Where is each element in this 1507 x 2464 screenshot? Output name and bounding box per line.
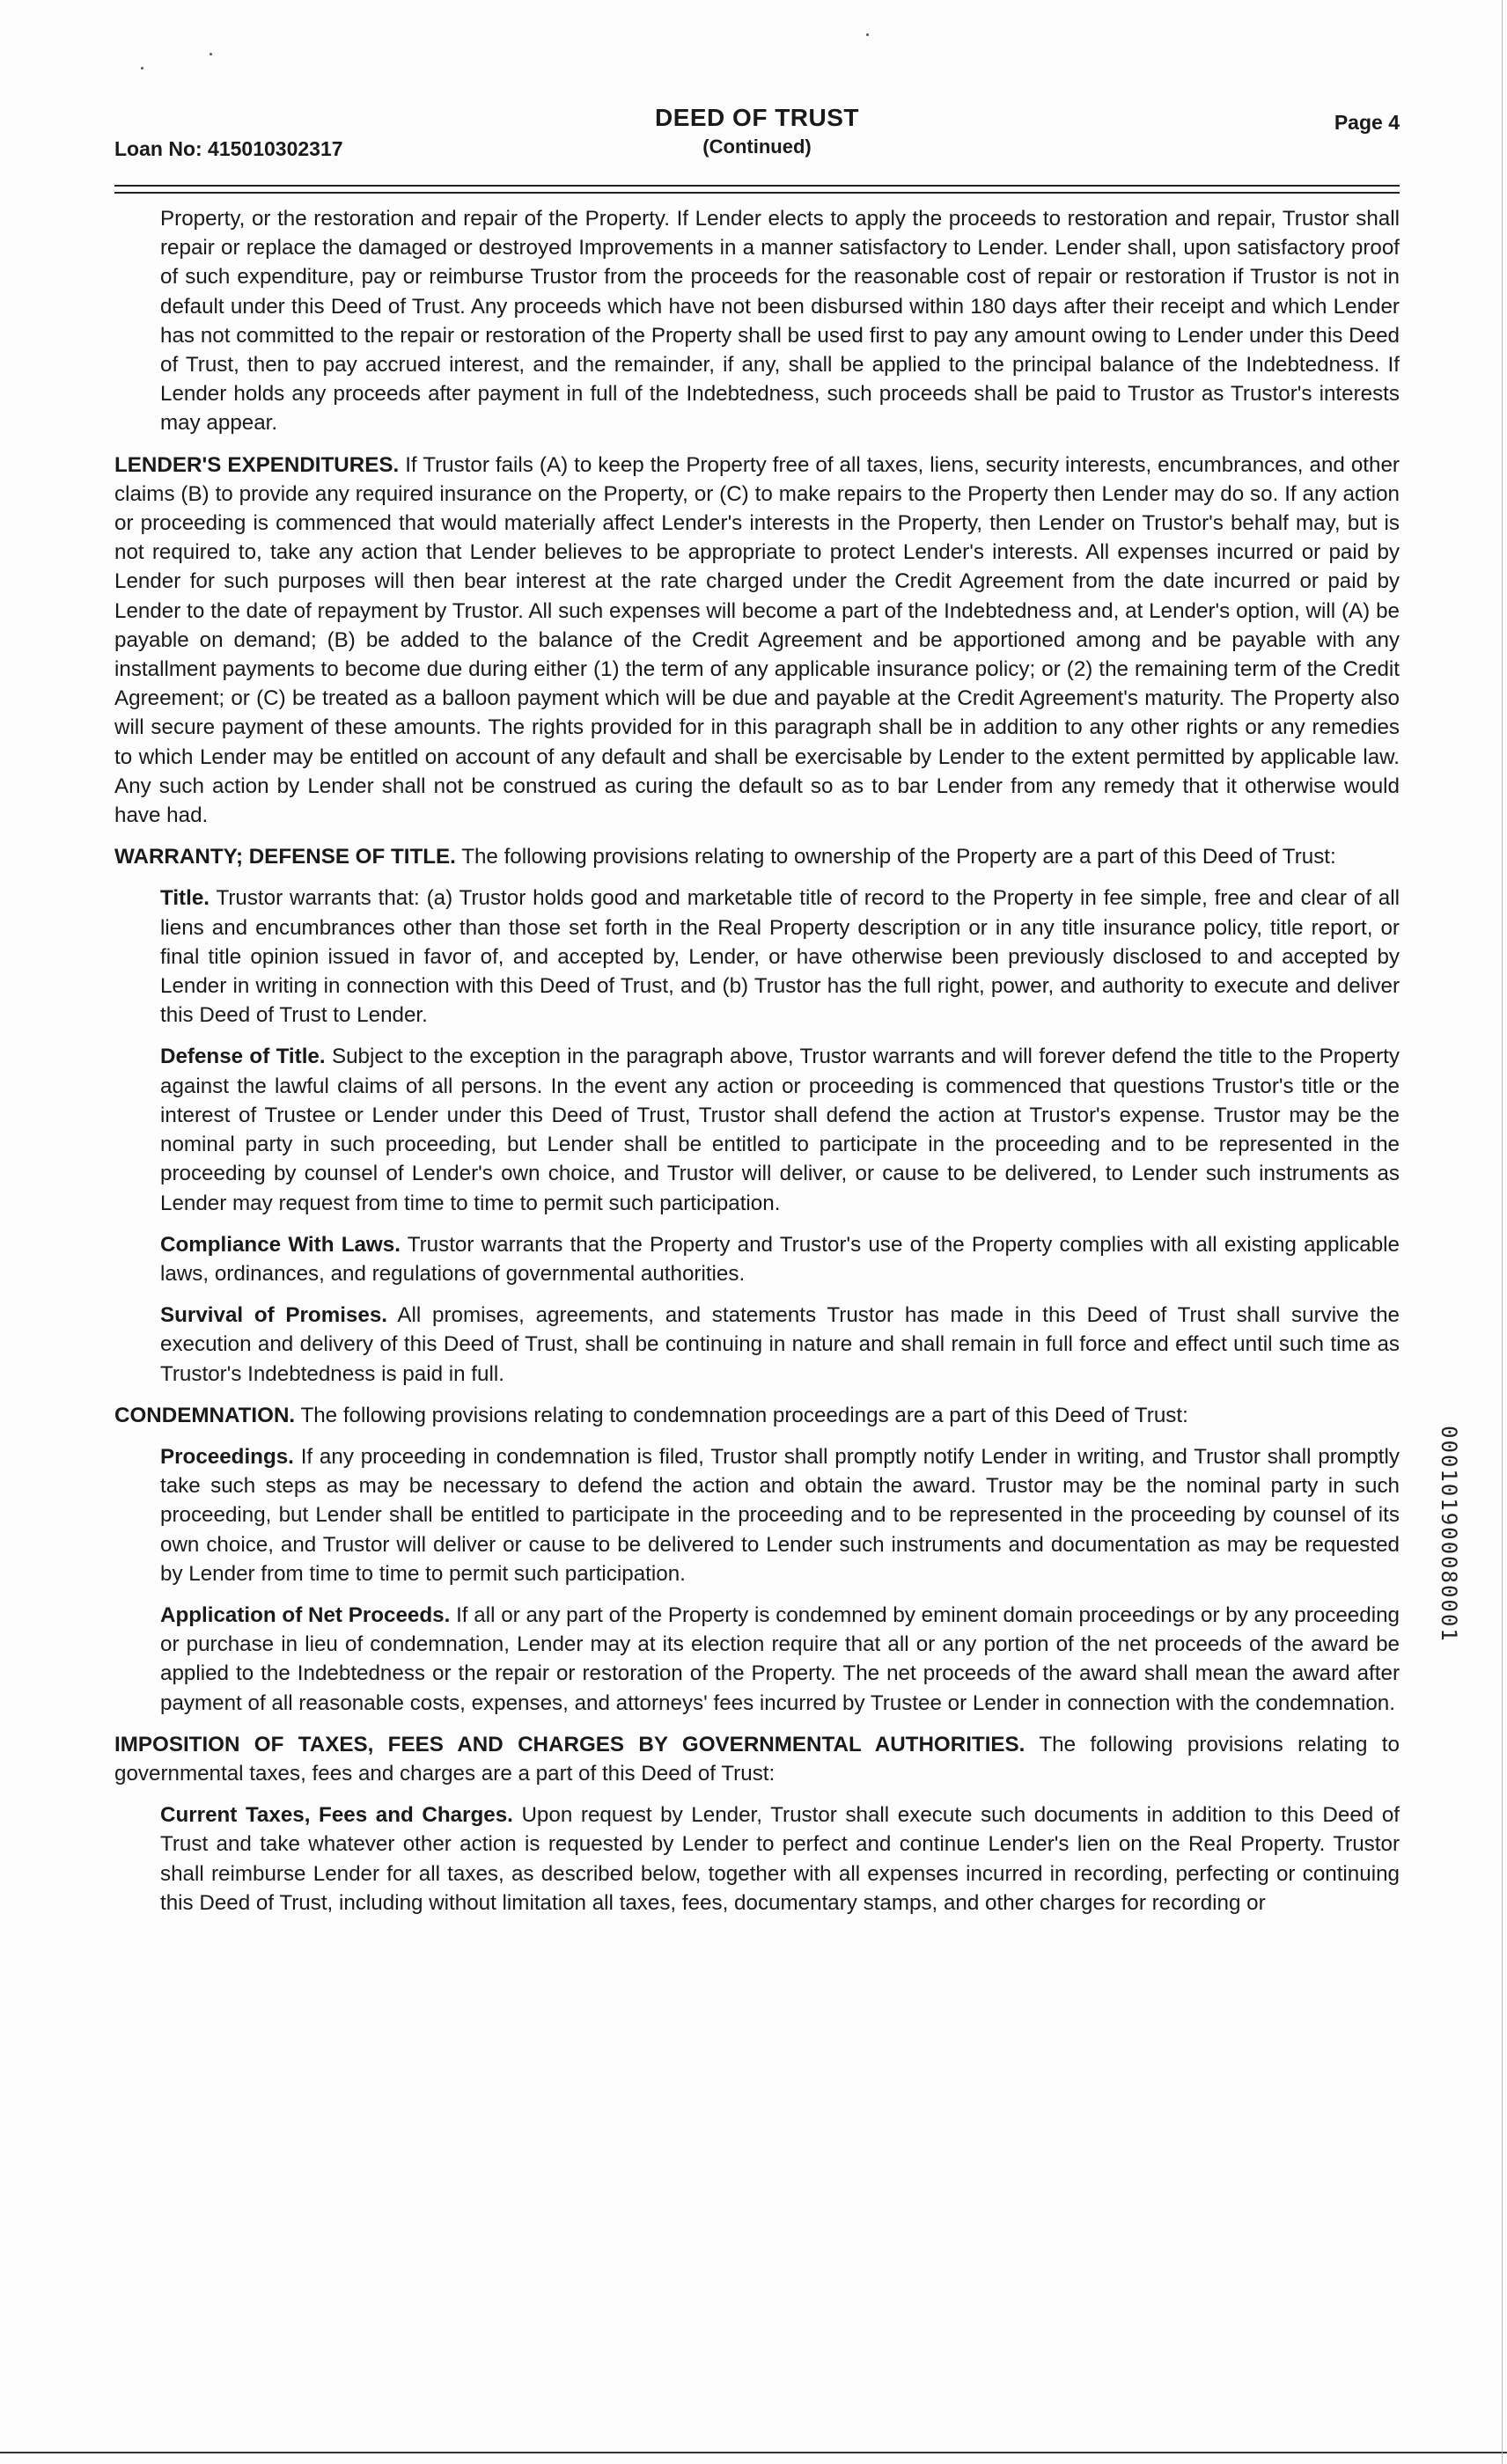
section-text: The following provisions relating to condemnation proceedings are a part of this Deed of Trust:: [300, 1403, 1188, 1427]
scan-speck: [141, 67, 143, 70]
document-title: DEED OF TRUST: [654, 104, 860, 131]
section-condemnation: [114, 1401, 1400, 1430]
section-text: The following provisions relating to ownership of the Property are a part of this Deed of Trust:: [461, 845, 1336, 869]
subsection-heading: Current Taxes, Fees and Charges.: [160, 1803, 513, 1828]
page-header: [114, 104, 1400, 174]
subsection-text: All promises, agreements, and statements Trustor has made in this Deed of Trust shall survive the execution and delivery of this Deed of Trust, shall be continuing in nature and shall remain in full force and effect until such time as Trustor's Indebtedness is paid in full.: [160, 1303, 1400, 1386]
loan-number: Loan No: 415010302317: [114, 137, 343, 160]
subsection-text: Subject to the exception in the paragraph above, Trustor warrants and will forever defend the title to the Property against the lawful claims of all persons. In the event any action or proceeding is commenced that questions Trustor's title or the interest of Trustee or Lender under this Deed of Trust, Trustor shall defend the action at Trustor's expense. Trustor may be the nominal party in such proceeding, but Lender shall be entitled to participate in the proceeding and to be represented in the proceeding by counsel of Lender's own choice, and Trustor will deliver, or cause to be delivered, to Lender such instruments as Lender may request from time to time to permit such participation.: [160, 1045, 1400, 1215]
page-number: Page 4: [1334, 111, 1400, 134]
section-heading: IMPOSITION OF TAXES, FEES AND CHARGES BY GOVERNMENTAL AUTHORITIES.: [114, 1732, 1025, 1756]
subsection-heading: Survival of Promises.: [160, 1303, 388, 1328]
subsection-heading: Proceedings.: [160, 1444, 294, 1469]
page-right-edge: [1502, 0, 1503, 2464]
subsection-text: Upon request by Lender, Trustor shall execute such documents in addition to this Deed of Trust and take whatever other action is requested by Lender to perfect and continue Lender's lien on the Real Property. Trustor shall reimburse Lender for all taxes, as described below, together with all expenses incurred in recording, perfecting or continuing this Deed of Trust, including without limitation all taxes, fees, documentary stamps, and other charges for recording or: [160, 1803, 1400, 1915]
subsection-text: If all or any part of the Property is condemned by eminent domain proceedings or by any proceeding or purchase in lieu of condemnation, Lender may at its election require that all or any portion of the net proceeds of the award be applied to the Indebtedness or the repair or restoration of the Property. The net proceeds of the award shall mean the award after payment of all reasonable costs, expenses, and attorneys' fees incurred by Trustee or Lender in connection with the condemnation.: [160, 1602, 1400, 1715]
document-body: [114, 204, 1400, 1930]
subsection-defense-of-title: [160, 1042, 1400, 1217]
section-heading: WARRANTY; DEFENSE OF TITLE.: [114, 845, 456, 869]
subsection-survival: [160, 1301, 1400, 1389]
page-bottom-edge: [0, 2452, 1507, 2453]
subsection-heading: Defense of Title.: [160, 1045, 326, 1069]
scan-speck: [210, 53, 212, 55]
header-rule-top: [114, 185, 1400, 187]
document-subtitle: (Continued): [702, 136, 812, 158]
subsection-compliance: [160, 1230, 1400, 1288]
section-warranty: [114, 842, 1400, 871]
title-block: [114, 104, 1400, 158]
subsection-heading: Title.: [160, 886, 210, 911]
subsection-title: [160, 884, 1400, 1030]
subsection-current-taxes: [160, 1800, 1400, 1918]
subsection-heading: Compliance With Laws.: [160, 1232, 401, 1257]
section-lenders-expenditures: [114, 451, 1400, 831]
subsection-text: Trustor warrants that the Property and Trustor's use of the Property complies with all existing applicable laws, ordinances, and regulations of governmental authorities.: [160, 1232, 1400, 1286]
section-imposition: [114, 1730, 1400, 1788]
subsection-application: [160, 1601, 1400, 1718]
paragraph-intro: Property, or the restoration and repair of the Property. If Lender elects to apply the proceeds to restoration and repair, Trustor shall repair or replace the damaged or destroyed Improvements in a manner satisfactory to Lender. Lender shall, upon satisfactory proof of such expenditure, pay or reimburse Trustor from the proceeds for the reasonable cost of repair or restoration if Trustor is not in default under this Deed of Trust. Any proceeds which have not been disbursed within 180 days after their receipt and which Lender has not committed to the repair or restoration of the Property shall be used first to pay any amount owing to Lender under this Deed of Trust, then to pay accrued interest, and the remainder, if any, shall be applied to the principal balance of the Indebtedness. If Lender holds any proceeds after payment in full of the Indebtedness, such proceeds shall be paid to Trustor as Trustor's interests may appear.: [160, 207, 1400, 436]
subsection-proceedings: [160, 1442, 1400, 1588]
section-text: If Trustor fails (A) to keep the Property free of all taxes, liens, security interests, encumbrances, and other claims (B) to provide any required insurance on the Property, or (C) to make repairs to the Property then Lender may do so. If any action or proceeding is commenced that would materially affect Lender's interests in the Property, then Lender on Trustor's behalf may, but is not required to, take any action that Lender believes to be appropriate to protect Lender's interests. All expenses incurred or paid by Lender for such purposes will then bear interest at the rate charged under the Credit Agreement from the date incurred or paid by Lender to the date of repayment by Trustor. All such expenses will become a part of the Indebtedness and, at Lender's option, will (A) be payable on demand; (B) be added to the balance of the Credit Agreement and be apportioned among and be payable with any installment payments to become due during either (1) the term of any applicable insurance policy; or (2) the remaining term of the Credit Agreement; or (C) be treated as a balloon payment which will be due and payable at the Credit Agreement's maturity. The Property also will secure payment of these amounts. The rights provided for in this paragraph shall be in addition to any other rights or any remedies to which Lender may be entitled on account of any default and shall be exercisable by Lender to the extent permitted by applicable law. Any such action by Lender shall not be construed as curing the default so as to bar Lender from any remedy that it otherwise would have had.: [114, 452, 1400, 828]
subsection-text: If any proceeding in condemnation is filed, Trustor shall promptly notify Lender in writing, and Trustor shall promptly take such steps as may be necessary to defend the action and obtain the award. Trustor may be the nominal party in such proceeding, but Lender shall be entitled to participate in the proceeding and to be represented in the proceeding by counsel of its own choice, and Trustor will deliver or cause to be delivered to Lender such instruments and documentation as may be requested by Lender from time to time to permit such participation.: [160, 1444, 1400, 1586]
header-rule-bottom: [114, 192, 1400, 194]
section-text: The following provisions relating to governmental taxes, fees and charges are a part of this Deed of Trust:: [114, 1732, 1400, 1786]
section-heading: CONDEMNATION.: [114, 1403, 296, 1427]
subsection-text: Trustor warrants that: (a) Trustor holds good and marketable title of record to the Property in fee simple, free and clear of all liens and encumbrances other than those set forth in the Real Property description or in any title insurance policy, title report, or final title opinion issued in favor of, and accepted by, Lender, or have otherwise been previously disclosed to and accepted by Lender in writing in connection with this Deed of Trust, and (b) Trustor has the full right, power, and authority to execute and deliver this Deed of Trust to Lender.: [160, 886, 1400, 1028]
subsection-heading: Application of Net Proceeds.: [160, 1602, 451, 1627]
section-heading: LENDER'S EXPENDITURES.: [114, 452, 400, 477]
margin-stamp: 000101900080001: [1437, 1426, 1461, 1643]
scan-speck: [866, 33, 869, 36]
